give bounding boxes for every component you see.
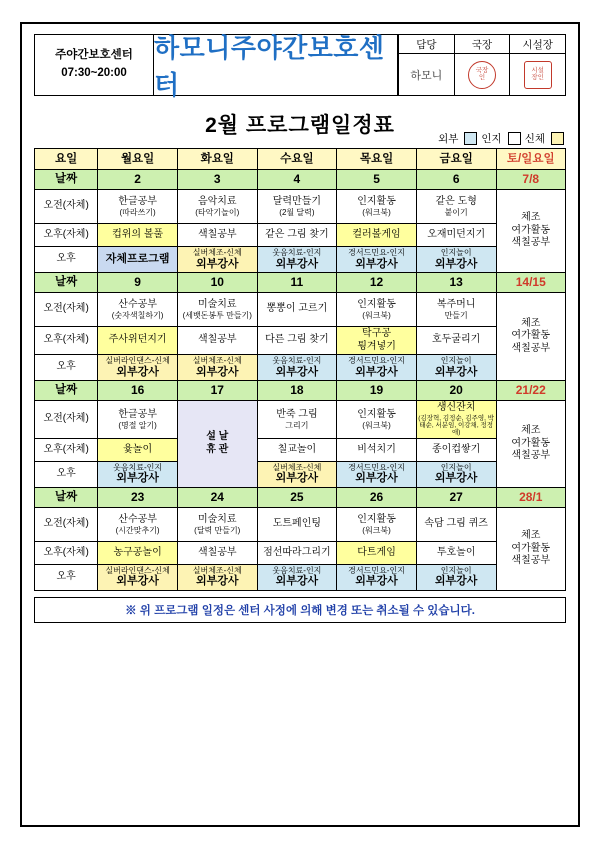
center-hours-label: 07:30~20:00 [61, 67, 127, 79]
week2-morning-label: 오전(자체) [35, 293, 98, 327]
week3-date-mon: 16 [98, 381, 178, 401]
cell-w3-weekend [496, 401, 566, 488]
week4-date-mon: 23 [98, 487, 178, 507]
week2-morning-row [35, 293, 566, 327]
cell-w3-am-mon: 한글공부 (명절 알기) [98, 401, 178, 439]
col-header-wed: 수요일 [257, 149, 337, 170]
cell-w2-ext-fri: 인지놀이 외부강사 [416, 355, 496, 381]
cell-w1-ext-tue: 실버체조-신체 외부강사 [177, 247, 257, 273]
week1-morning-row [35, 190, 566, 224]
cell-w1-ext-thu: 경서드민요-인지 외부강사 [337, 247, 417, 273]
center-title: 하모니주야간보호센터 [154, 33, 385, 100]
week2-date-label: 날짜 [35, 273, 98, 293]
cell-w2-pm-wed: 다른 그림 찾기 [257, 327, 337, 355]
approval-label-staff: 담당 [398, 34, 455, 54]
week4-date-tue: 24 [177, 487, 257, 507]
cell-w1-am-wed: 달력만들기 (2월 달력) [257, 190, 337, 224]
week4-afternoon-label: 오후(자체) [35, 541, 98, 564]
legend-swatch-physical [551, 132, 564, 145]
week4-date-thu: 26 [337, 487, 417, 507]
footer-note: ※ 위 프로그램 일정은 센터 사정에 의해 변경 또는 취소될 수 있습니다. [34, 597, 566, 623]
week4-morning-label: 오전(자체) [35, 507, 98, 541]
week1-date-wed: 4 [257, 170, 337, 190]
week2-afternoon-row [35, 327, 566, 355]
cell-w1-am-tue: 음악치료 (타악기놀이) [177, 190, 257, 224]
cell-w1-pm-mon: 컵위의 볼풀 [98, 224, 178, 247]
week2-date-mon: 9 [98, 273, 178, 293]
cell-w1-ext-fri: 인지놀이 외부강사 [416, 247, 496, 273]
cell-w1-pm-fri: 오재미던지기 [416, 224, 496, 247]
cell-w4-am-wed: 도트페인팅 [257, 507, 337, 541]
cell-w3-am-fri: 생신잔치 (김장혁, 김정순, 김주영, 박태순, 서분임, 이강채, 정정애) [418, 402, 495, 437]
cell-w1-pm-tue: 색칠공부 [177, 224, 257, 247]
cell-w4-pm-fri: 투호놀이 [416, 541, 496, 564]
cell-w2-am-thu: 인지활동 (워크북) [337, 293, 417, 327]
week2-date-thu: 12 [337, 273, 417, 293]
cell-w3-pm-mon: 윷놀이 [98, 438, 178, 461]
legend-label-physical: 신체 [524, 133, 545, 145]
week3-afternoon-label: 오후(자체) [35, 438, 98, 461]
center-hours-box [34, 34, 154, 96]
cell-w4-ext-mon: 실버라인댄스-신체 외부강사 [98, 564, 178, 590]
legend-label-cognitive: 인지 [481, 133, 502, 145]
col-header-mon: 월요일 [98, 149, 178, 170]
week1-morning-label: 오전(자체) [35, 190, 98, 224]
week2-weekend-text: 체조 여가활동 색칠공부 [511, 317, 551, 354]
title-row [34, 100, 566, 148]
approval-box [398, 34, 566, 96]
cell-w3-ext-wed: 실버체조-신체 외부강사 [257, 461, 337, 487]
cell-w1-am-fri: 같은 도형 붙이기 [416, 190, 496, 224]
week4-date-fri: 27 [416, 487, 496, 507]
cell-w2-am-fri: 복주머니 만들기 [416, 293, 496, 327]
cell-w2-pm-tue: 색칠공부 [177, 327, 257, 355]
week1-date-thu: 5 [337, 170, 417, 190]
cell-w4-am-tue: 미술치료 (달력 만들기) [177, 507, 257, 541]
document-header [34, 33, 566, 100]
cell-w3-ext-fri: 인지놀이 외부강사 [416, 461, 496, 487]
approval-label-facility-head: 시설장 [509, 34, 566, 54]
cell-w3-holiday [177, 401, 257, 488]
legend-label-external: 외부 [438, 133, 459, 145]
week1-afternoon-row [35, 224, 566, 247]
week3-date-tue: 17 [177, 381, 257, 401]
week2-external-row [35, 355, 566, 381]
week2-date-tue: 10 [177, 273, 257, 293]
cell-w1-pm-wed: 같은 그림 찾기 [257, 224, 337, 247]
approval-labels-row [398, 34, 566, 54]
week4-date-row [35, 487, 566, 507]
cell-w4-pm-wed: 점선따라그리기 [257, 541, 337, 564]
center-type-label: 주야간보호센터 [55, 49, 133, 62]
week4-date-label: 날짜 [35, 487, 98, 507]
week1-date-mon: 2 [98, 170, 178, 190]
holiday-line1: 설 날 [206, 431, 229, 443]
week4-morning-row [35, 507, 566, 541]
week2-external-label: 오후 [35, 355, 98, 381]
week1-weekend-text: 체조 여가활동 색칠공부 [511, 212, 551, 249]
cell-w4-ext-thu: 경서드민요-인지 외부강사 [337, 564, 417, 590]
cell-w4-pm-tue: 색칠공부 [177, 541, 257, 564]
center-title-box [154, 33, 398, 100]
w2-thu-line2: 튕겨넣기 [357, 340, 396, 352]
stamp-icon-facility: 시설 장인 [524, 61, 552, 89]
week1-external-label: 오후 [35, 247, 98, 273]
legend-swatch-cognitive [508, 132, 521, 145]
cell-w4-pm-thu: 다트게임 [337, 541, 417, 564]
cell-w1-am-mon: 한글공부 (따라쓰기) [98, 190, 178, 224]
week2-date-weekend: 14/15 [496, 273, 566, 293]
week1-date-tue: 3 [177, 170, 257, 190]
week3-date-weekend: 21/22 [496, 381, 566, 401]
week3-date-fri: 20 [416, 381, 496, 401]
cell-w1-ext-mon: 자체프로그램 [98, 247, 178, 273]
week3-morning-label: 오전(자체) [35, 401, 98, 439]
cell-w3-am-thu: 인지활동 (워크북) [337, 401, 417, 439]
cell-w4-ext-wed: 웃음치료-인지 외부강사 [257, 564, 337, 590]
week1-date-label: 날짜 [35, 170, 98, 190]
col-header-daylabel: 요일 [35, 149, 98, 170]
cell-w3-pm-thu: 비석치기 [337, 438, 417, 461]
approval-signature-row [398, 54, 566, 96]
cell-w2-pm-mon: 주사위던지기 [98, 327, 178, 355]
cell-w2-weekend [496, 293, 566, 381]
week3-date-row [35, 381, 566, 401]
week4-afternoon-row [35, 541, 566, 564]
week3-date-label: 날짜 [35, 381, 98, 401]
week3-external-label: 오후 [35, 461, 98, 487]
week1-date-fri: 6 [416, 170, 496, 190]
cell-w3-am-wed: 반죽 그림 그리기 [257, 401, 337, 439]
stamp-icon-director: 국장 인 [468, 61, 496, 89]
cell-w3-pm-fri: 종이컵쌓기 [416, 438, 496, 461]
signature-icon: 하모니 [410, 68, 443, 82]
week1-afternoon-label: 오후(자체) [35, 224, 98, 247]
week3-external-row [35, 461, 566, 487]
week3-morning-row [35, 401, 566, 439]
cell-w1-am-thu: 인지활동 (워크북) [337, 190, 417, 224]
week4-weekend-text: 체조 여가활동 색칠공부 [511, 530, 551, 567]
cell-w4-am-mon: 산수공부 (시간맞추기) [98, 507, 178, 541]
page-title: 2월 프로그램일정표 [205, 114, 395, 137]
col-header-fri: 금요일 [416, 149, 496, 170]
col-header-tue: 화요일 [177, 149, 257, 170]
week2-date-row [35, 273, 566, 293]
cell-w1-ext-wed: 웃음치료-인지 외부강사 [257, 247, 337, 273]
cell-w2-pm-fri: 호두굴리기 [416, 327, 496, 355]
legend-swatch-external [464, 132, 477, 145]
col-header-weekend: 토/일요일 [496, 149, 566, 170]
week4-date-wed: 25 [257, 487, 337, 507]
cell-w1-pm-thu: 컬러볼게임 [337, 224, 417, 247]
cell-w3-ext-mon: 웃음치료-인지 외부강사 [98, 461, 178, 487]
cell-w2-am-mon: 산수공부 (숫자색칠하기) [98, 293, 178, 327]
cell-w4-ext-fri: 인지놀이 외부강사 [416, 564, 496, 590]
cell-w4-am-thu: 인지활동 (워크북) [337, 507, 417, 541]
w2-thu-line1: 탁구공 [362, 328, 392, 339]
cell-w2-ext-mon: 실버라인댄스-신체 외부강사 [98, 355, 178, 381]
week3-afternoon-row [35, 438, 566, 461]
cell-w2-pm-thu [337, 327, 417, 355]
holiday-line2: 휴 관 [206, 443, 229, 455]
cell-w4-pm-mon: 농구공놀이 [98, 541, 178, 564]
signature-facility-head [509, 54, 566, 96]
week3-date-wed: 18 [257, 381, 337, 401]
table-header-row [35, 149, 566, 170]
cell-w1-weekend [496, 190, 566, 273]
week1-date-weekend: 7/8 [496, 170, 566, 190]
col-header-thu: 목요일 [337, 149, 417, 170]
cell-w3-pm-wed: 칠교놀이 [257, 438, 337, 461]
week2-date-fri: 13 [416, 273, 496, 293]
week4-external-row [35, 564, 566, 590]
cell-w4-ext-tue: 실버체조-신체 외부강사 [177, 564, 257, 590]
week4-external-label: 오후 [35, 564, 98, 590]
cell-w2-ext-tue: 실버체조-신체 외부강사 [177, 355, 257, 381]
cell-w3-ext-thu: 경서드민요-인지 외부강사 [337, 461, 417, 487]
document-frame [20, 22, 580, 827]
week3-date-thu: 19 [337, 381, 417, 401]
cell-w2-ext-wed: 웃음치료-인지 외부강사 [257, 355, 337, 381]
cell-w4-weekend [496, 507, 566, 590]
signature-staff [398, 54, 455, 96]
week3-weekend-text: 체조 여가활동 색칠공부 [511, 425, 551, 462]
approval-label-director: 국장 [454, 34, 511, 54]
week2-date-wed: 11 [257, 273, 337, 293]
week1-external-row [35, 247, 566, 273]
legend [438, 131, 564, 146]
week4-date-weekend: 28/1 [496, 487, 566, 507]
cell-w2-ext-thu: 경서드민요-인지 외부강사 [337, 355, 417, 381]
week2-afternoon-label: 오후(자체) [35, 327, 98, 355]
cell-w4-am-fri: 속담 그림 퀴즈 [416, 507, 496, 541]
schedule-table [34, 148, 566, 591]
cell-w2-am-wed: 뽕뽕이 고르기 [257, 293, 337, 327]
week1-date-row [35, 170, 566, 190]
signature-director [454, 54, 511, 96]
cell-w2-am-tue: 미술치료 (세뱃돈봉투 만들기) [177, 293, 257, 327]
